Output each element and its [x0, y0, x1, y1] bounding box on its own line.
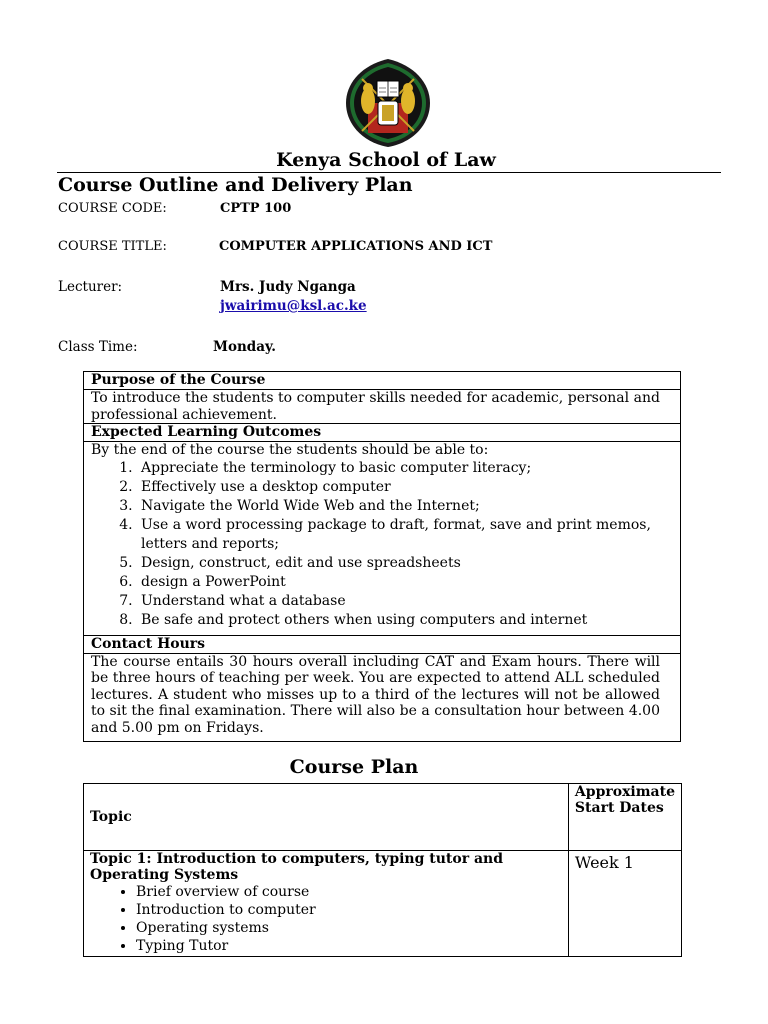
outcome-item: 4. Use a word processing package to draft, format, save and print memos, letters and reports;: [137, 516, 680, 554]
table-header-row: [84, 784, 682, 851]
class-time-value: Monday.: [213, 339, 276, 355]
table-row: [84, 851, 682, 957]
topic-bullet-list: [90, 883, 562, 955]
outcomes-heading: Expected Learning Outcomes: [84, 424, 680, 442]
list-item: • Typing Tutor: [136, 937, 562, 955]
course-plan-table: [83, 783, 682, 957]
lecturer-label: Lecturer:: [58, 279, 123, 295]
institution-name: Kenya School of Law: [276, 149, 496, 171]
topic-title: Topic 1: Introduction to computers, typing tutor and Operating Systems: [90, 851, 504, 883]
list-item: • Brief overview of course: [136, 883, 562, 901]
course-code-value: CPTP 100: [220, 201, 292, 216]
kenya-school-of-law-crest-logo: [342, 57, 434, 149]
outcome-item: 2. Effectively use a desktop computer: [137, 478, 680, 497]
class-time-label: Class Time:: [58, 339, 138, 355]
outcomes-intro: By the end of the course the students should be able to:: [91, 442, 489, 458]
topic-cell: [84, 851, 569, 957]
list-item: • Introduction to computer: [136, 901, 562, 919]
outcome-item: 8. Be safe and protect others when using computers and internet: [137, 611, 680, 630]
course-plan-title: Course Plan: [289, 756, 419, 778]
purpose-heading: Purpose of the Course: [84, 372, 680, 390]
lecturer-name: Mrs. Judy Nganga: [220, 279, 356, 295]
topic-column-header: Topic: [84, 784, 569, 851]
purpose-text: To introduce the students to computer skills needed for academic, personal and professional achievement.: [84, 390, 680, 424]
document-title: Course Outline and Delivery Plan: [58, 174, 413, 196]
course-details-box: [83, 371, 681, 742]
outcome-item: 3. Navigate the World Wide Web and the Internet;: [137, 497, 680, 516]
header-rule: [57, 172, 721, 173]
course-code-label: COURSE CODE:: [58, 201, 167, 216]
outcomes-body: [84, 442, 680, 636]
outcome-item: 1. Appreciate the terminology to basic computer literacy;: [137, 459, 680, 478]
course-title-label: COURSE TITLE:: [58, 239, 167, 254]
contact-hours-text: The course entails 30 hours overall including CAT and Exam hours. There will be three hours of teaching per week. You are expected to attend ALL scheduled lectures. A student who misses up to a third of the lectures will not be allowed to sit the final examination. There will also be a consultation hour between 4.00 and 5.00 pm on Fridays.: [91, 653, 660, 736]
dates-column-header: Approximate Start Dates: [568, 784, 681, 851]
list-item: • Operating systems: [136, 919, 562, 937]
outcome-item: 5. Design, construct, edit and use spreadsheets: [137, 554, 680, 573]
contact-hours-heading: Contact Hours: [84, 636, 680, 654]
outcome-item: 6. design a PowerPoint: [137, 573, 680, 592]
outcome-item: 7. Understand what a database: [137, 592, 680, 611]
start-date-cell: Week 1: [568, 851, 681, 957]
course-title-value: COMPUTER APPLICATIONS AND ICT: [219, 239, 493, 254]
outcomes-list: [91, 459, 680, 630]
lecturer-email-link[interactable]: jwairimu@ksl.ac.ke: [220, 298, 367, 314]
